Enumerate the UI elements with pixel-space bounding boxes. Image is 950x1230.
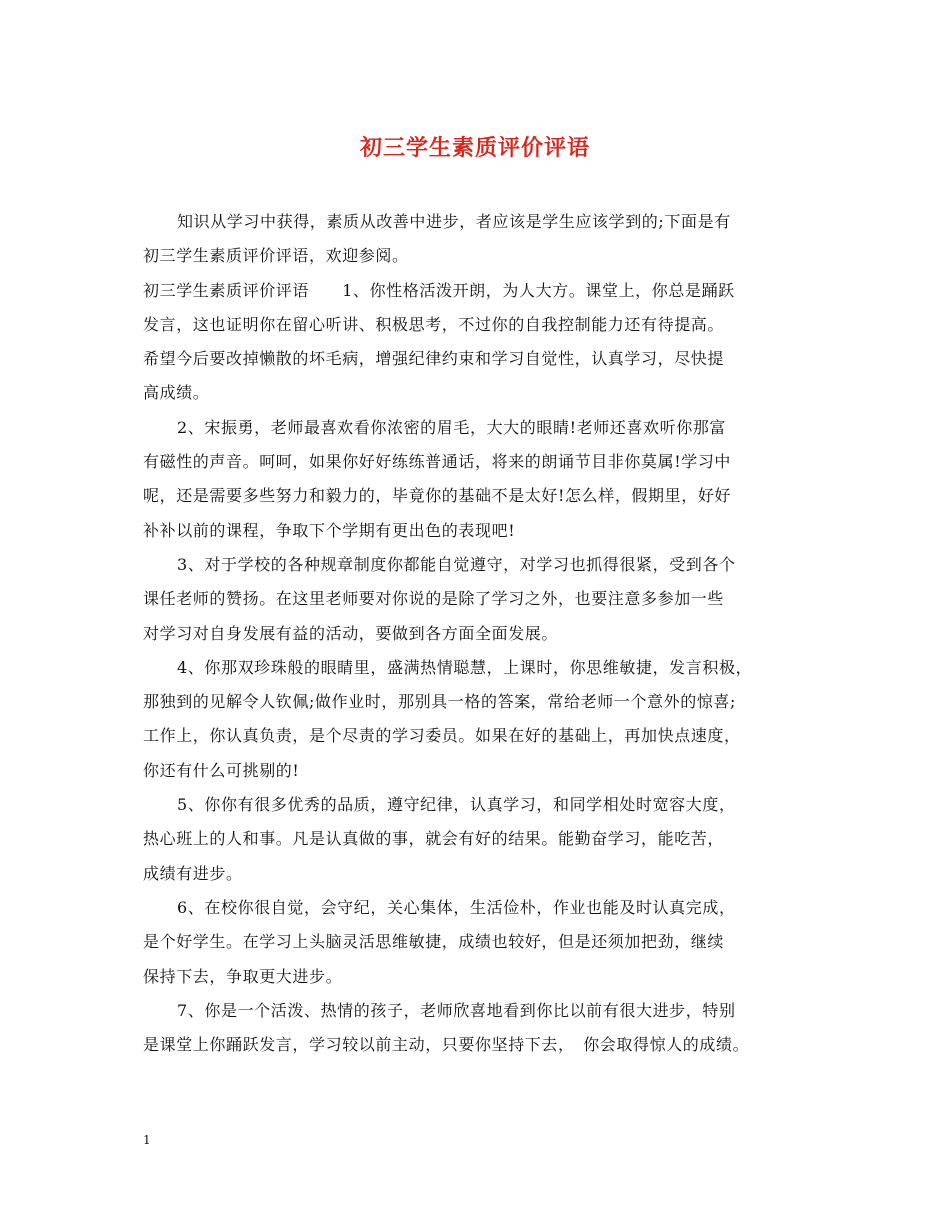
body-line: 7、你是一个活泼、热情的孩子，老师欣喜地看到你比以前有很大进步，特别 (177, 1000, 736, 1020)
page-number: 1 (143, 1133, 151, 1147)
body-line: 成绩有进步。 (143, 863, 243, 883)
body-line: 知识从学习中获得，素质从改善中进步，者应该是学生应该学到的;下面是有 (177, 212, 731, 231)
body-line: 呢，还是需要多些努力和毅力的，毕竟你的基础不是太好!怎么样，假期里，好好 (143, 486, 732, 506)
body-line: 初三学生素质评价评语 1、你性格活泼开朗，为人大方。课堂上，你总是踊跃 (143, 280, 735, 300)
body-line: 是课堂上你踊跃发言，学习较以前主动，只要你坚持下去， 你会取得惊人的成绩。 (143, 1035, 750, 1055)
body-line: 6、在校你很自觉，会守纪，关心集体，生活俭朴，作业也能及时认真完成， (177, 897, 736, 917)
body-line: 高成绩。 (143, 383, 210, 403)
body-line: 保持下去，争取更大进步。 (143, 966, 343, 986)
body-line: 发言，这也证明你在留心听讲、积极思考，不过你的自我控制能力还有待提高。 (143, 314, 725, 334)
body-line: 热心班上的人和事。凡是认真做的事，就会有好的结果。能勤奋学习，能吃苦， (143, 829, 725, 849)
body-line: 4、你那双珍珠般的眼睛里，盛满热情聪慧，上课时，你思维敏捷，发言积极， (177, 657, 753, 677)
body-line: 工作上，你认真负责，是个尽责的学习委员。如果在好的基础上，再加快点速度， (143, 726, 741, 746)
body-line: 有磁性的声音。呵呵，如果你好好练练普通话，将来的朗诵节目非你莫属!学习中 (143, 452, 732, 472)
body-line: 你还有什么可挑剔的! (143, 760, 300, 780)
body-line: 3、对于学校的各种规章制度你都能自觉遵守，对学习也抓得很紧，受到各个 (177, 554, 736, 574)
document-title: 初三学生素质评价评语 (359, 135, 590, 161)
body-line: 希望今后要改掉懒散的坏毛病，增强纪律约束和学习自觉性，认真学习，尽快提 (143, 349, 725, 369)
body-line: 初三学生素质评价评语，欢迎参阅。 (143, 246, 409, 266)
body-line: 课任老师的赞扬。在这里老师要对你说的是除了学习之外，也要注意多参加一些 (143, 589, 725, 609)
body-line: 2、宋振勇，老师最喜欢看你浓密的眉毛，大大的眼睛!老师还喜欢听你那富 (177, 417, 727, 437)
body-line: 补补以前的课程，争取下个学期有更出色的表现吧! (143, 520, 516, 540)
body-line: 那独到的见解令人钦佩;做作业时，那别具一格的答案，常给老师一个意外的惊喜; (143, 692, 736, 712)
document-body (143, 205, 811, 1062)
body-line: 5、你你有很多优秀的品质，遵守纪律，认真学习，和同学相处时宽容大度， (177, 795, 736, 815)
body-line: 是个好学生。在学习上头脑灵活思维敏捷，成绩也较好，但是还须加把劲，继续 (143, 932, 725, 952)
body-line: 对学习对自身发展有益的活动，要做到各方面全面发展。 (143, 623, 559, 643)
